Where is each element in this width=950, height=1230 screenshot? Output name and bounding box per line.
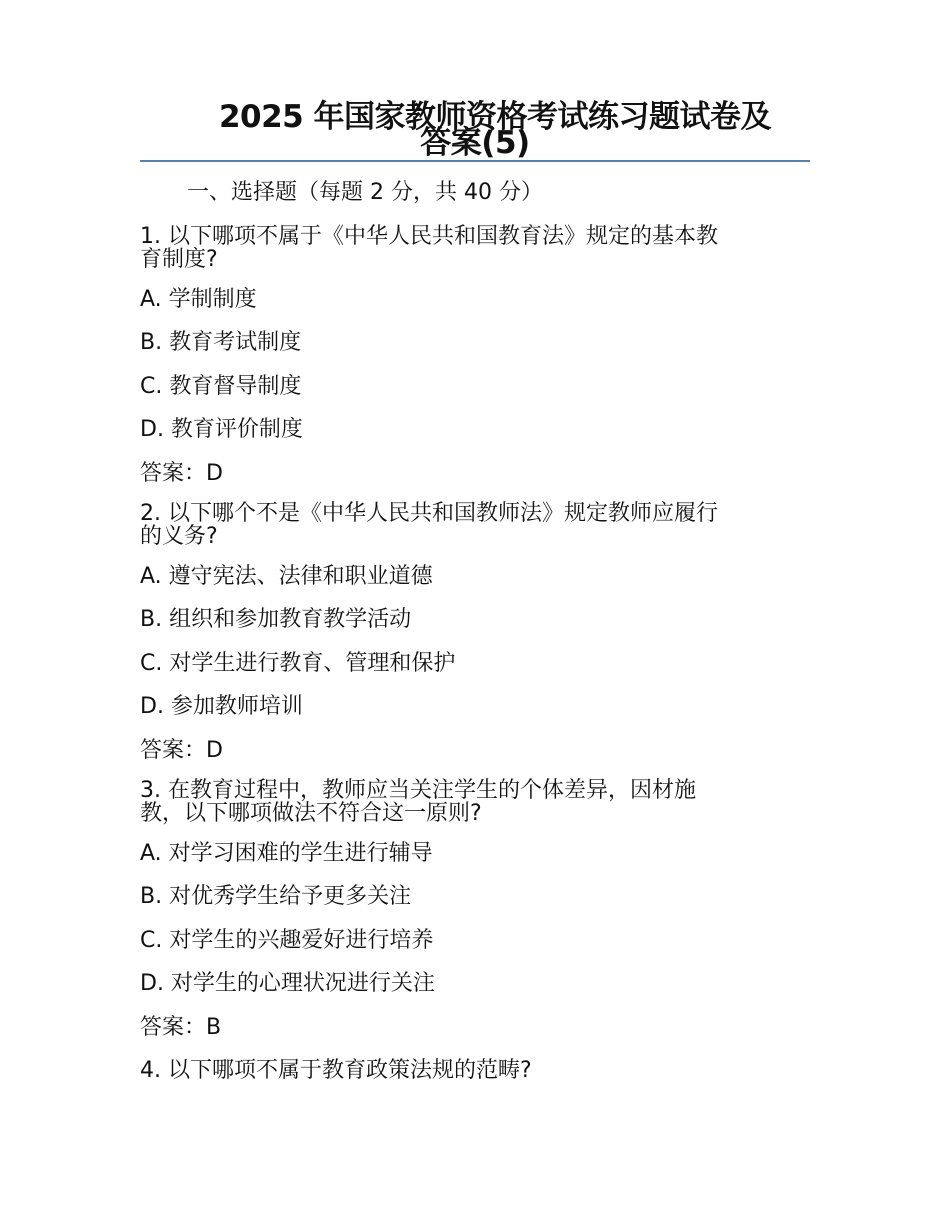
option-d: D. 教育评价制度: [140, 417, 303, 442]
option-a: A. 学制制度: [140, 286, 257, 312]
question-stem: [140, 779, 810, 825]
option-d: D. 对学生的心理状况进行关注: [140, 971, 435, 996]
question-stem-line: 3. 在教育过程中，教师应当关注学生的个体差异，因材施: [140, 778, 696, 803]
title-divider: [140, 160, 810, 162]
title-line-1: 2025 年国家教师资格考试练习题试卷及: [218, 99, 772, 135]
answer: 答案：D: [140, 460, 223, 486]
question-stem-line: 教，以下哪项做法不符合这一原则?: [140, 801, 482, 826]
question-stem-line: 2. 以下哪个不是《中华人民共和国教师法》规定教师应履行: [140, 501, 718, 526]
section-heading: 一、选择题（每题 2 分，共 40 分）: [187, 180, 543, 205]
option-c: C. 对学生进行教育、管理和保护: [140, 650, 456, 676]
question-stem: [140, 225, 810, 271]
question-stem-line: 的义务?: [140, 524, 218, 549]
answer: 答案：B: [140, 1014, 222, 1040]
question-stem-line: 育制度?: [140, 247, 218, 272]
question-stem: [140, 502, 810, 548]
question-stem-line: 1. 以下哪项不属于《中华人民共和国教育法》规定的基本教: [140, 224, 718, 249]
document-title: [140, 99, 810, 161]
option-b: B. 组织和参加教育教学活动: [140, 607, 412, 632]
option-d: D. 参加教师培训: [140, 694, 303, 719]
option-c: C. 教育督导制度: [140, 373, 302, 399]
option-a: A. 遵守宪法、法律和职业道德: [140, 563, 433, 589]
option-b: B. 对优秀学生给予更多关注: [140, 884, 412, 909]
question-stem: 4. 以下哪项不属于教育政策法规的范畴?: [140, 1058, 532, 1083]
question-list: [140, 225, 810, 1100]
option-c: C. 对学生的兴趣爱好进行培养: [140, 927, 434, 953]
answer: 答案：D: [140, 737, 223, 763]
option-a: A. 对学习困难的学生进行辅导: [140, 840, 433, 866]
option-b: B. 教育考试制度: [140, 330, 302, 355]
title-line-2: 答案(5): [420, 125, 530, 161]
